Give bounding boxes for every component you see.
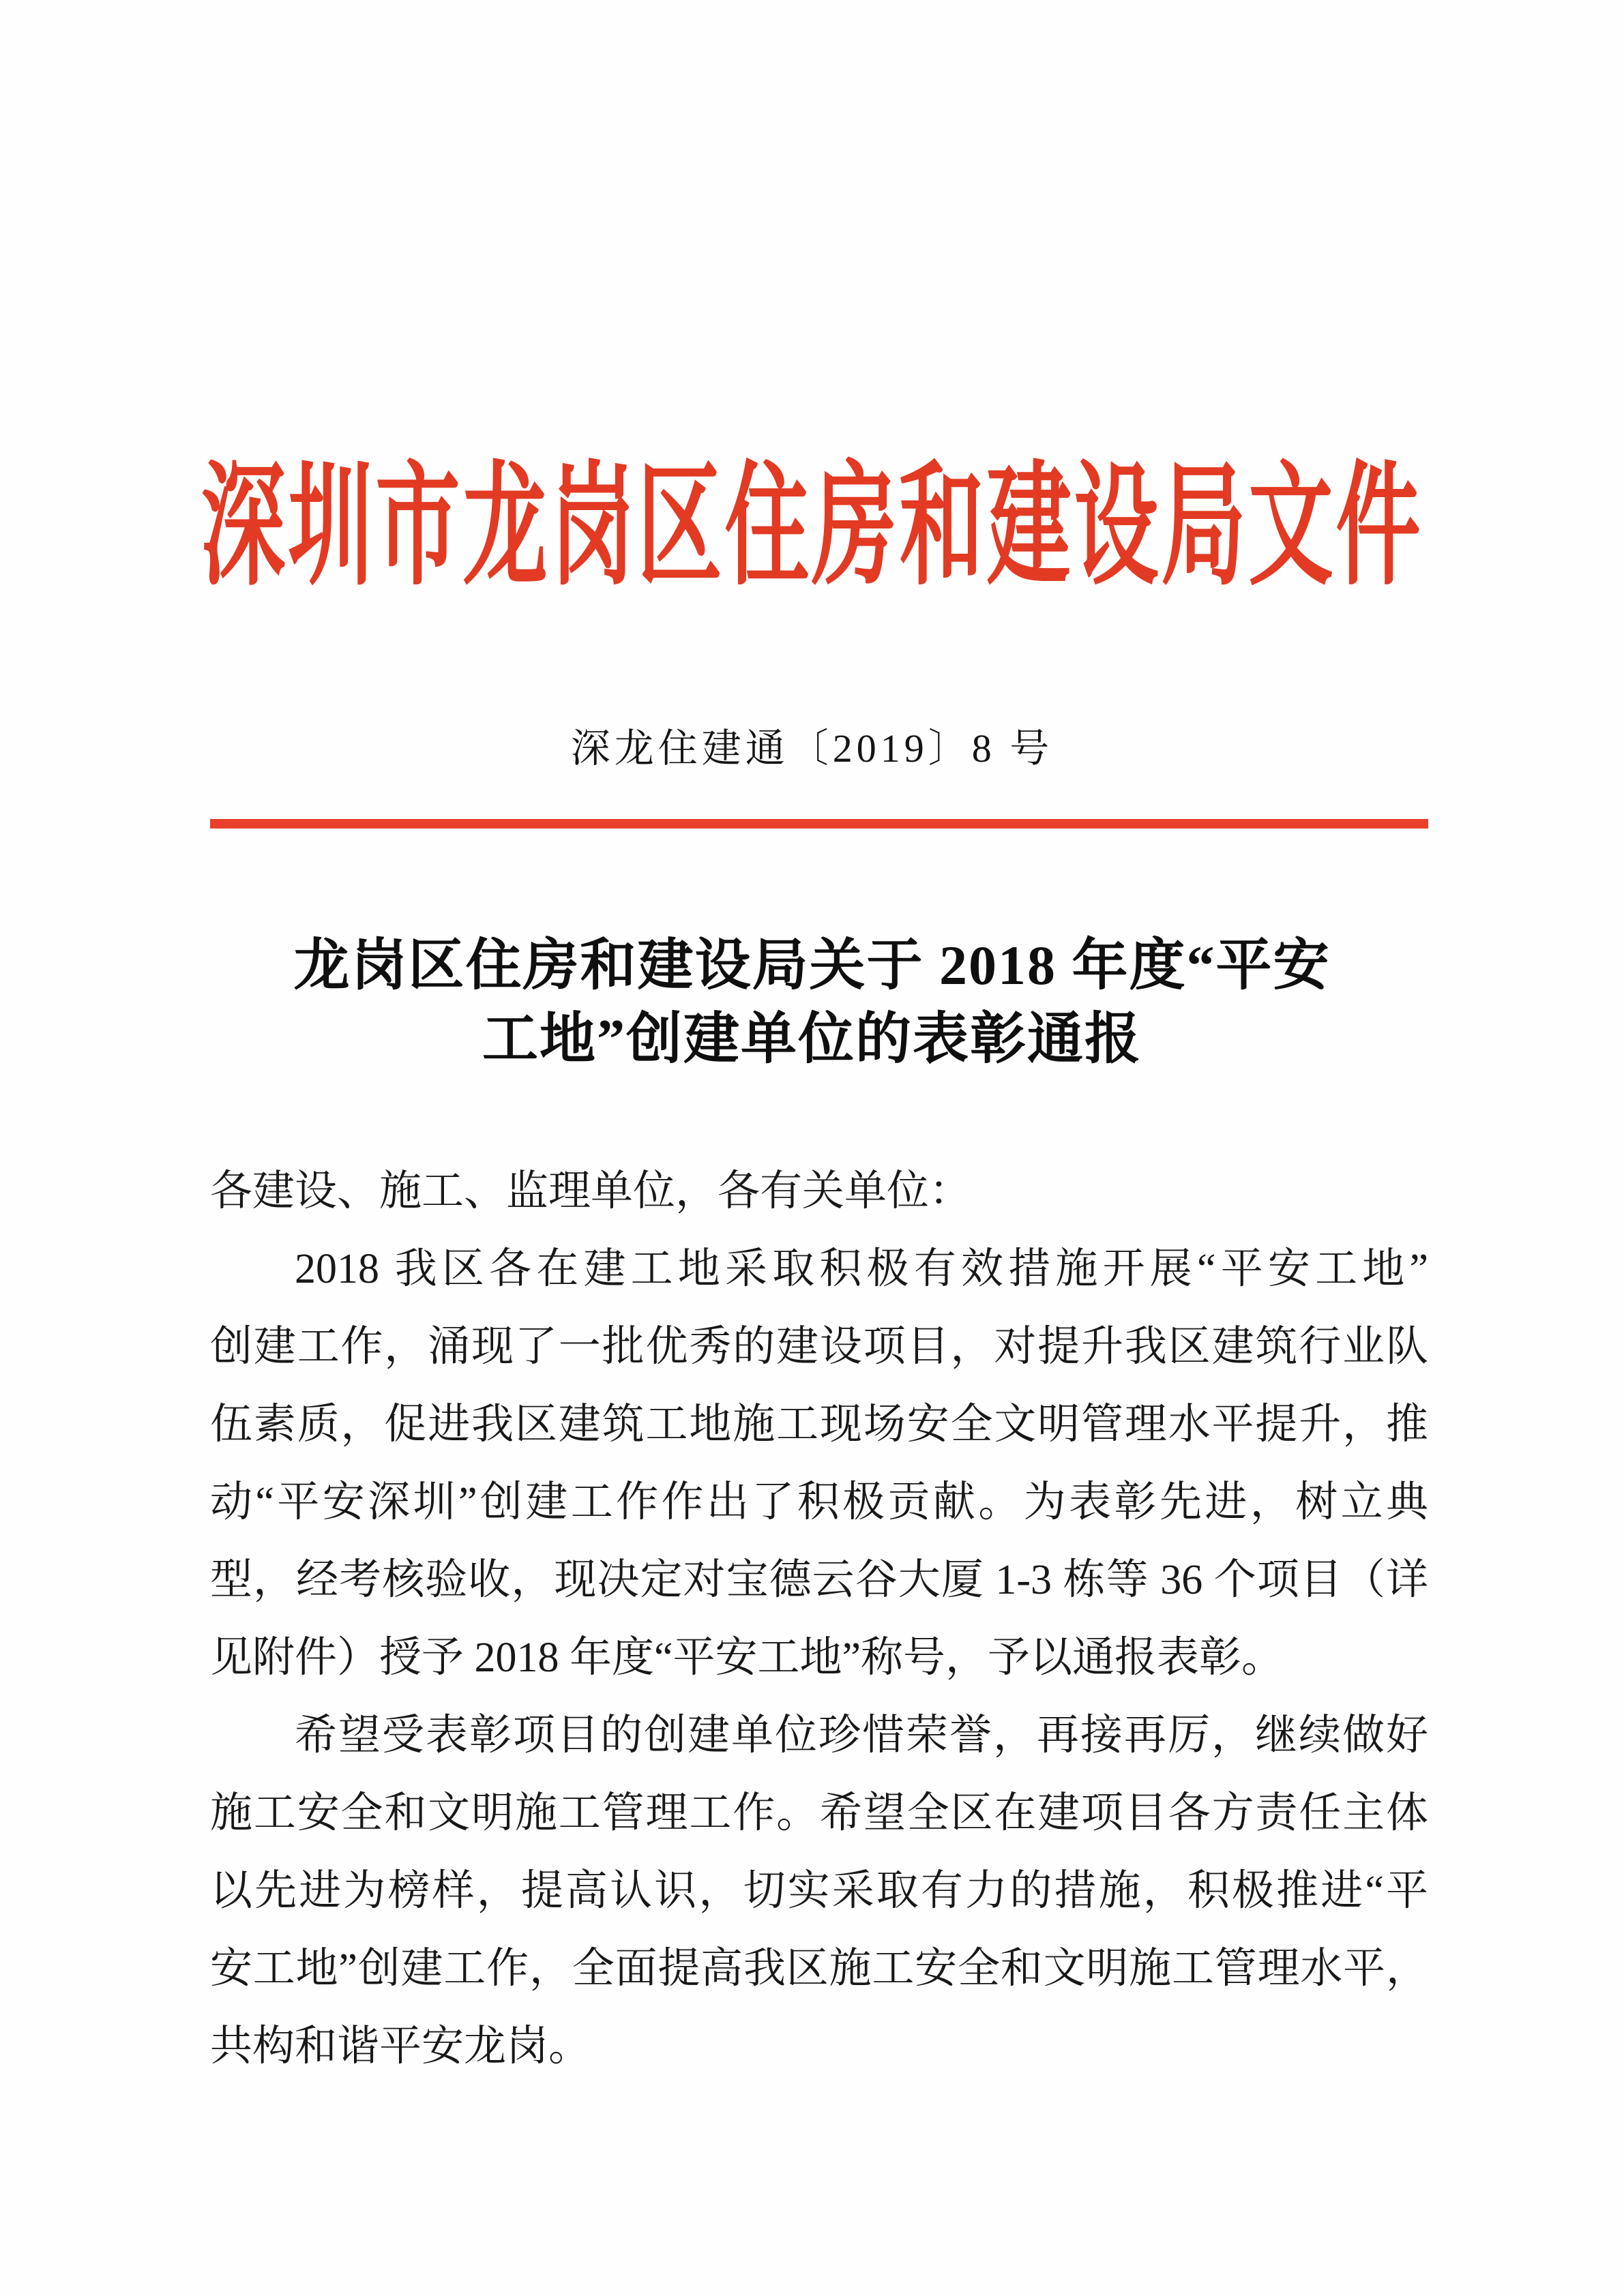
body-line: 创建工作，涌现了一批优秀的建设项目，对提升我区建筑行业队 [210,1324,1428,1370]
body-line: 安工地”创建工作，全面提高我区施工安全和文明施工管理水平， [210,1945,1428,1992]
body-line: 希望受表彰项目的创建单位珍惜荣誉，再接再厉，继续做好 [295,1712,1428,1759]
body-line: 施工安全和文明施工管理工作。希望全区在建项目各方责任主体 [210,1790,1428,1836]
body-line: 型，经考核验收，现决定对宝德云谷大厦 1-3 栋等 36 个项目（详 [210,1557,1428,1603]
body-line: 2018 我区各在建工地采取积极有效措施开展“平安工地” [295,1246,1428,1292]
body-line-paragraph-end: 共构和谐平安龙岗。 [210,2023,591,2070]
document-title [82,929,1542,1076]
doc-number: 深龙住建通〔2019〕8 号 [570,726,1054,771]
body-line: 伍素质，促进我区建筑工地施工现场安全文明管理水平提升，推 [210,1401,1428,1448]
red-separator-rule [210,819,1428,829]
body-line: 动“平安深圳”创建工作作出了积极贡献。为表彰先进，树立典 [210,1479,1428,1525]
body-line-paragraph-end: 见附件）授予 2018 年度“平安工地”称号，予以通报表彰。 [210,1635,1284,1681]
body-line: 以先进为榜样，提高认识，切实采取有力的措施，积极推进“平 [210,1868,1428,1914]
document-body [210,1152,1428,2085]
red-header-org-title: 深圳市龙岗区住房和建设局文件 [201,453,1423,601]
body-line-salutation: 各建设、施工、监理单位，各有关单位： [210,1168,972,1214]
document-title-line-1: 龙岗区住房和建设局关于 2018 年度“平安 [293,934,1331,996]
document-title-line-2: 工地”创建单位的表彰通报 [482,1008,1142,1070]
